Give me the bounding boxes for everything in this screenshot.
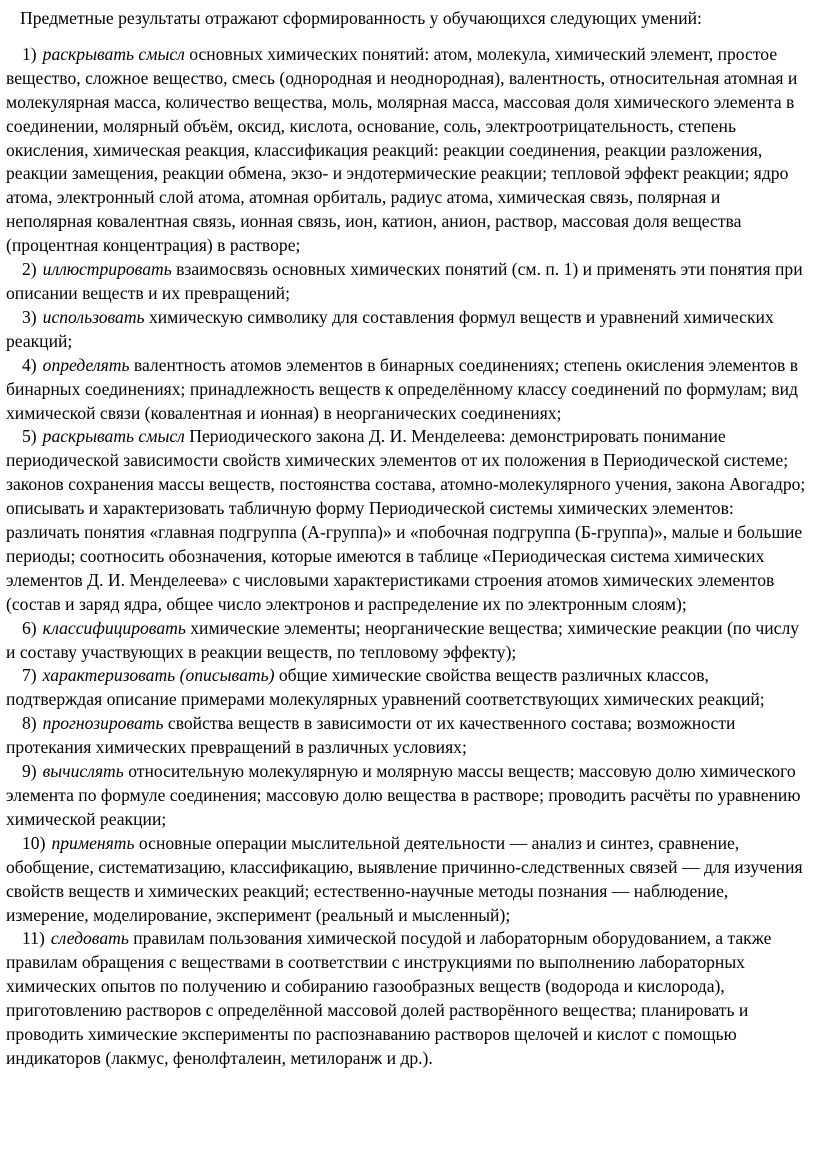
- item-number: 3): [22, 306, 37, 327]
- item-number: 8): [22, 713, 37, 734]
- item-text: химические элементы; неорганические вещества; химические реакции (по числу и составу участвующих в реакции веществ, по тепловому эффекту);: [6, 617, 800, 662]
- list-item: [6, 712, 806, 760]
- item-number: 9): [22, 761, 37, 782]
- item-number: 6): [22, 617, 37, 638]
- item-text: основных химических понятий: атом, молекула, химический элемент, простое вещество, сложное вещество, смесь (однородная и неоднородная), валентность, относительная атомная и молекулярная масса, количество вещества, моль, молярная масса, массовая доля химического элемента в соединении, молярный объём, оксид, кислота, основание, соль, электроотрицательность, степень окисления, химическая реакция, классификация реакций: реакции соединения, реакции разложения, реакции замещения, реакции обмена, экзо- и эндотермические реакции; тепловой эффект реакции; ядро атома, электронный слой атома, атомная орбиталь, радиус атома, химическая связь, полярная и неполярная ковалентная связь, ионная связь, ион, катион, анион, раствор, массовая доля вещества (процентная концентрация) в растворе;: [6, 43, 798, 256]
- item-verb: раскрывать смысл: [42, 426, 185, 447]
- item-verb: применять: [51, 832, 135, 853]
- item-verb: вычислять: [42, 761, 124, 782]
- item-number: 5): [22, 426, 37, 447]
- item-text: взаимосвязь основных химических понятий (см. п. 1) и применять эти понятия при описании веществ и их превращений;: [6, 259, 803, 303]
- item-number: 10): [22, 832, 46, 853]
- intro-paragraph: Предметные результаты отражают сформированность у обучающихся следующих умений:: [20, 8, 702, 28]
- item-number: 4): [22, 354, 37, 375]
- list-item: [6, 832, 806, 928]
- item-verb: использовать: [42, 306, 145, 327]
- list-item: [6, 354, 806, 426]
- list-item: [6, 927, 806, 1070]
- list-item: [6, 258, 806, 306]
- item-text: основные операции мыслительной деятельности — анализ и синтез, сравнение, обобщение, систематизацию, классификацию, выявление причинно-следственных связей — для изучения свойств веществ и химических реакций; естественно-научные методы познания — наблюдение, измерение, моделирование, эксперимент (реальный и мысленный);: [6, 832, 803, 925]
- item-text: Периодического закона Д. И. Менделеева: демонстрировать понимание периодической зависимости свойств химических элементов от их положения в Периодической системе; законов сохранения массы веществ, постоянства состава, атомно-молекулярного учения, закона Авогадро; описывать и характеризовать табличную форму Периодической системы химических элементов: различать понятия «главная подгруппа (А-группа)» и «побочная подгруппа (Б-группа)», малые и большие периоды; соотносить обозначения, которые имеются в таблице «Периодическая система химических элементов Д. И. Менделеева» с числовыми характеристиками строения атомов химических элементов (состав и заряд ядра, общее число электронов и распределение их по электронным слоям);: [6, 426, 806, 614]
- item-number: 1): [22, 43, 37, 64]
- list-item: [6, 617, 806, 665]
- item-text: свойства веществ в зависимости от их качественного состава; возможности протекания химических превращений в различных условиях;: [6, 713, 736, 758]
- item-verb: следовать: [50, 928, 129, 949]
- item-text: химическую символику для составления формул веществ и уравнений химических реакций;: [6, 306, 774, 351]
- item-verb: раскрывать смысл: [42, 43, 185, 64]
- item-text: валентность атомов элементов в бинарных соединениях; степень окисления элементов в бинарных соединениях; принадлежность веществ к определённому классу соединений по формулам; вид химической связи (ковалентная и ионная) в неорганических соединениях;: [6, 354, 799, 423]
- item-number: 2): [22, 259, 37, 280]
- item-number: 7): [22, 665, 37, 686]
- item-number: 11): [22, 928, 45, 949]
- item-verb: классифицировать: [42, 617, 186, 638]
- item-text: общие химические свойства веществ различных классов, подтверждая описание примерами молекулярных уравнений соответствующих химических реакций;: [6, 665, 765, 710]
- list-item: [6, 664, 806, 712]
- list-item: [6, 306, 806, 354]
- item-text: правилам пользования химической посудой и лабораторным оборудованием, а также правилам обращения с веществами в соответствии с инструкциями по выполнению лабораторных химических опытов по получению и собиранию газообразных веществ (водорода и кислорода), приготовлению растворов с определённой массовой долей растворённого вещества; планировать и проводить химические эксперименты по распознаванию растворов щелочей и кислот с помощью индикаторов (лакмус, фенолфталеин, метилоранж и др.).: [6, 928, 772, 1068]
- item-text: относительную молекулярную и молярную массы веществ; массовую долю химического элемента по формуле соединения; массовую долю вещества в растворе; проводить расчёты по уравнению химической реакции;: [6, 761, 801, 829]
- item-verb: характеризовать (описывать): [42, 665, 275, 686]
- item-verb: иллюстрировать: [42, 259, 172, 280]
- list-item: [6, 760, 806, 832]
- item-verb: прогнозировать: [42, 713, 164, 734]
- item-verb: определять: [42, 354, 130, 375]
- list-item: [6, 43, 806, 258]
- list-item: [6, 425, 806, 616]
